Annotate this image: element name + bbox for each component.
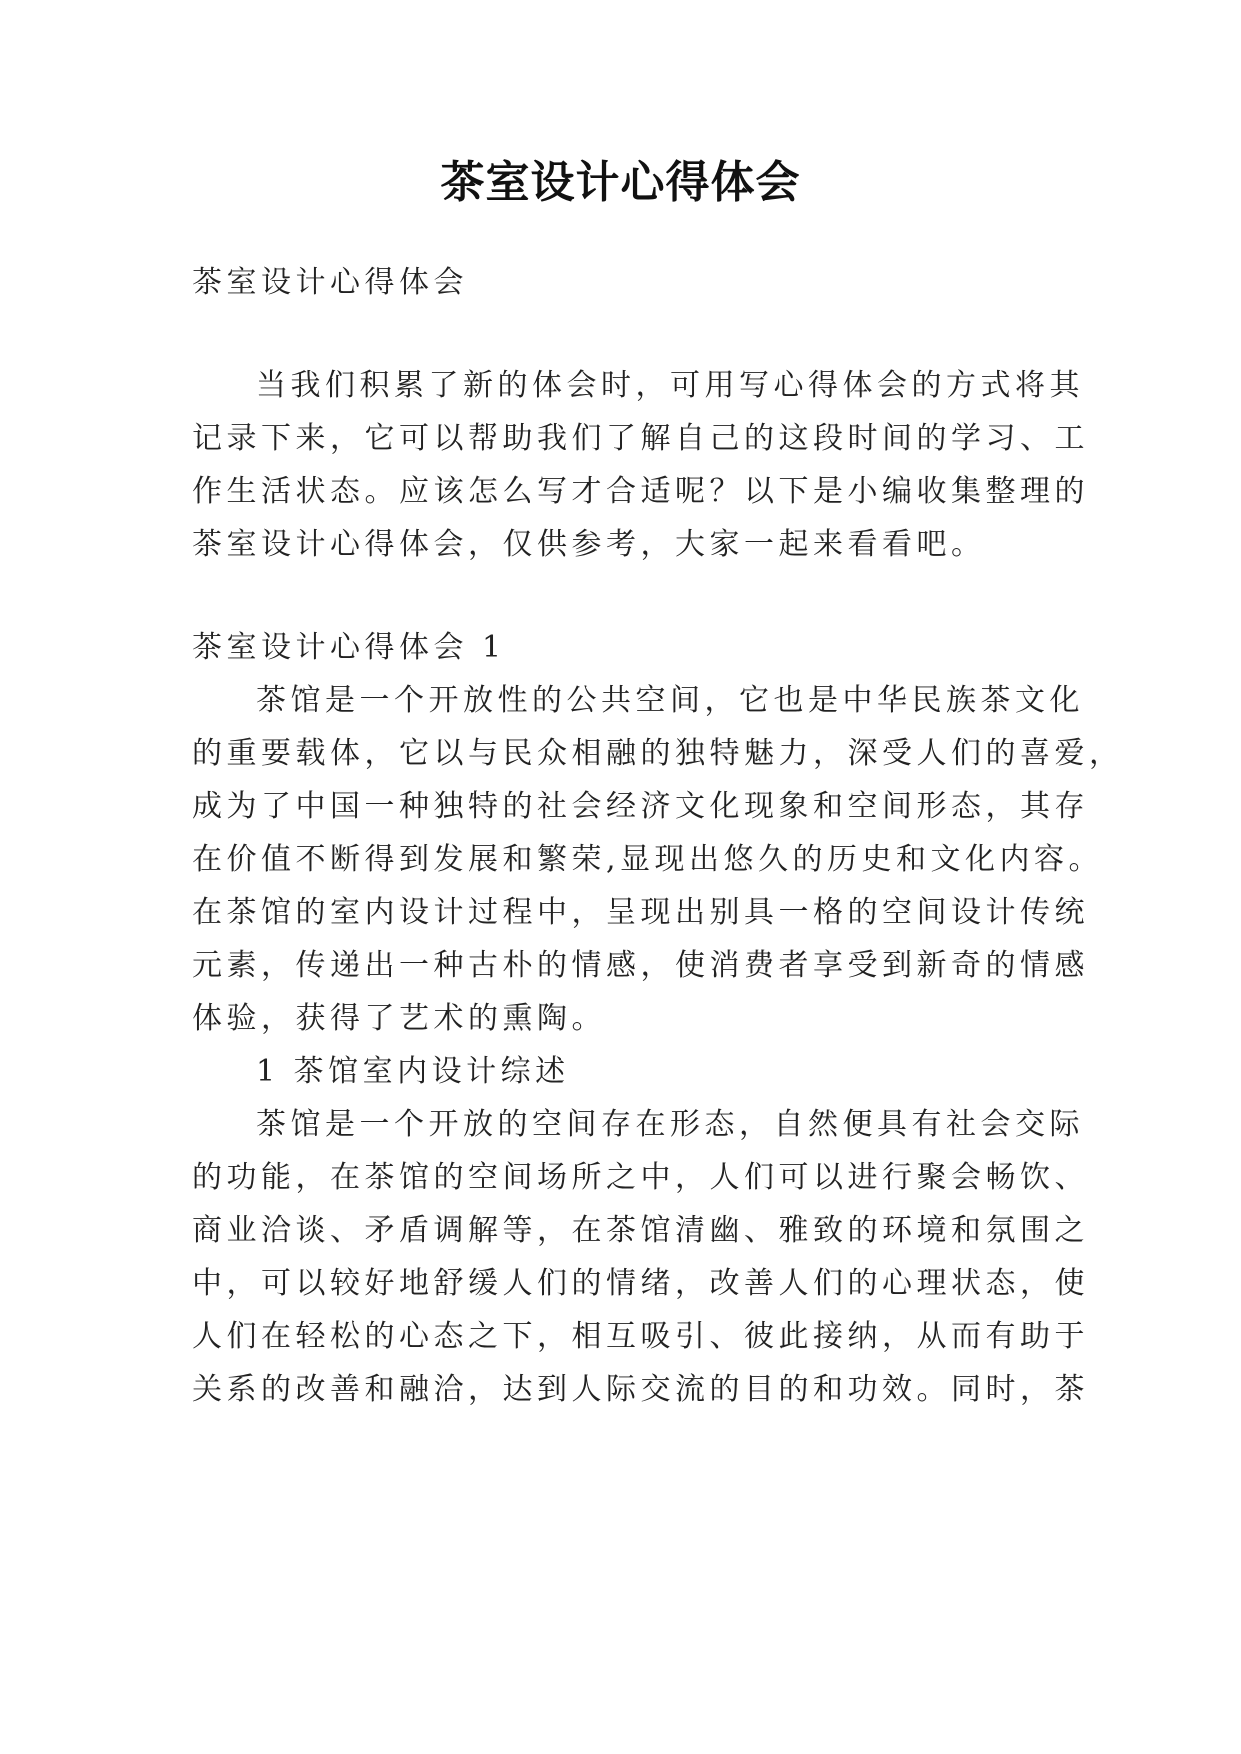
body-line: 商业洽谈、矛盾调解等，在茶馆清幽、雅致的环境和氛围之	[192, 1213, 1089, 1248]
body-line: 茶馆是一个开放的空间存在形态，自然便具有社会交际	[256, 1107, 1084, 1142]
intro-line: 记录下来，它可以帮助我们了解自己的这段时间的学习、工	[192, 421, 1089, 456]
body-line: 人们在轻松的心态之下，相互吸引、彼此接纳，从而有助于	[192, 1319, 1089, 1354]
section-line: 在茶馆的室内设计过程中，呈现出别具一格的空间设计传统	[192, 895, 1089, 930]
document-subtitle: 茶室设计心得体会	[192, 265, 468, 300]
subheading: 1 茶馆室内设计综述	[256, 1054, 570, 1089]
section-line: 的重要载体，它以与民众相融的独特魅力，深受人们的喜爱，	[192, 736, 1124, 771]
intro-line: 作生活状态。应该怎么写才合适呢？以下是小编收集整理的	[192, 474, 1089, 509]
section-line: 成为了中国一种独特的社会经济文化现象和空间形态，其存	[192, 789, 1089, 824]
intro-line: 茶室设计心得体会，仅供参考，大家一起来看看吧。	[192, 527, 986, 562]
body-line: 中，可以较好地舒缓人们的情绪，改善人们的心理状态，使	[192, 1266, 1089, 1301]
section-line: 茶馆是一个开放性的公共空间，它也是中华民族茶文化	[256, 683, 1084, 718]
section-line: 元素，传递出一种古朴的情感，使消费者享受到新奇的情感	[192, 948, 1089, 983]
body-line: 的功能，在茶馆的空间场所之中，人们可以进行聚会畅饮、	[192, 1160, 1089, 1195]
body-line: 关系的改善和融洽，达到人际交流的目的和功效。同时，茶	[192, 1372, 1089, 1407]
section-line: 在价值不断得到发展和繁荣,显现出悠久的历史和文化内容。	[192, 842, 1104, 877]
document-title: 茶室设计心得体会	[440, 157, 801, 208]
intro-line: 当我们积累了新的体会时，可用写心得体会的方式将其	[256, 368, 1084, 403]
section-heading: 茶室设计心得体会 1	[192, 630, 506, 665]
section-line: 体验，获得了艺术的熏陶。	[192, 1001, 606, 1036]
